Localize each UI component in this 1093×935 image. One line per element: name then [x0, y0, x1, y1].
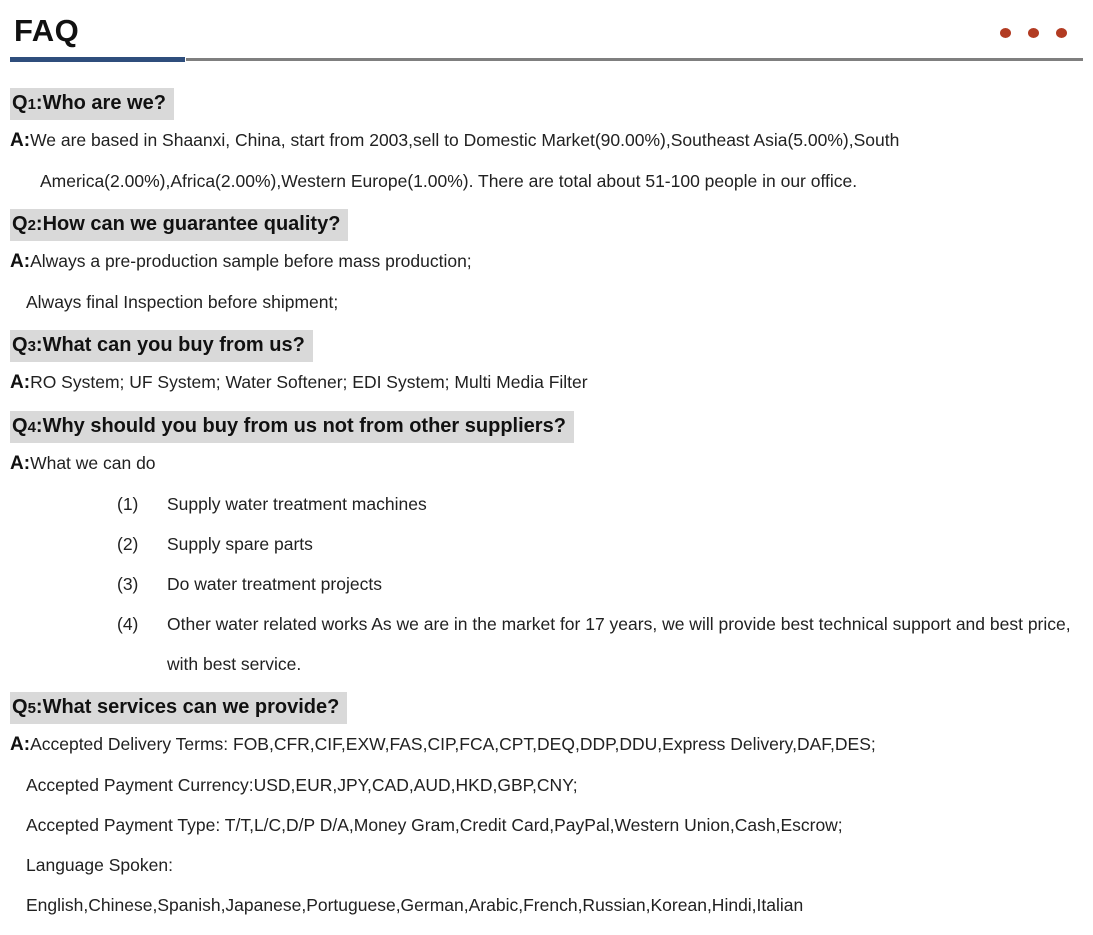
question-label: Q — [12, 213, 28, 235]
question-text: :How can we guarantee quality? — [35, 213, 341, 235]
faq-section-q1 — [10, 88, 1083, 201]
faq-section-q2 — [10, 209, 1083, 322]
question-highlight — [10, 330, 313, 362]
list-item-marker: (1) — [117, 494, 139, 514]
faq-section-q4 — [10, 411, 1083, 684]
list-item-text: Supply water treatment machines — [167, 494, 427, 514]
title-underline — [10, 56, 1083, 62]
answer-line: Language Spoken: — [26, 855, 173, 875]
title-underline-accent — [10, 57, 185, 62]
answer-prefix: A: — [10, 453, 31, 474]
answer-paragraph-q5 — [10, 724, 1083, 765]
answer-prefix: A: — [10, 251, 31, 272]
answer-paragraph-q3 — [10, 362, 1083, 403]
page-header — [10, 12, 1083, 62]
question-number: 3 — [27, 338, 36, 355]
question-highlight — [10, 88, 174, 120]
answer-prefix: A: — [10, 372, 31, 393]
question-heading-q4 — [10, 411, 1083, 443]
question-heading-q1 — [10, 88, 1083, 120]
question-label: Q — [12, 92, 28, 114]
capabilities-list — [10, 484, 1083, 684]
answer-text: What we can do — [30, 453, 156, 473]
question-heading-q2 — [10, 209, 1083, 241]
title-underline-rest — [186, 58, 1083, 61]
list-item-marker: (2) — [117, 534, 139, 554]
answer-line: Accepted Payment Type: T/T,L/C,D/P D/A,Money Gram,Credit Card,PayPal,Western Union,Cash,Escrow; — [26, 815, 843, 835]
answer-text: We are based in Shaanxi, China, start from 2003,sell to Domestic Market(90.00%),Southeast Asia(5.00%),South America(2.00%),Africa(2.00%),Western Europe(1.00%). There are total about 51-100 people in our office. — [30, 130, 900, 191]
answer-text: Always a pre-production sample before mass production; — [30, 251, 472, 271]
question-text: :Who are we? — [35, 92, 166, 114]
list-item-marker: (3) — [117, 574, 139, 594]
question-text: :What services can we provide? — [35, 696, 340, 718]
list-item-text: Supply spare parts — [167, 534, 313, 554]
answer-paragraph-q2 — [10, 241, 1083, 282]
question-text: :What can you buy from us? — [35, 334, 305, 356]
dot-icon — [1000, 28, 1011, 38]
list-item-text: Other water related works As we are in the market for 17 years, we will provide best technical support and best price, with best service. — [167, 614, 1071, 674]
question-number: 5 — [27, 700, 36, 717]
answer-text: RO System; UF System; Water Softener; EDI System; Multi Media Filter — [30, 372, 588, 392]
answer-text: Accepted Delivery Terms: FOB,CFR,CIF,EXW,FAS,CIP,FCA,CPT,DEQ,DDP,DDU,Express Delivery,DAF,DES; — [30, 734, 876, 754]
answer-prefix: A: — [10, 734, 31, 755]
question-highlight — [10, 209, 348, 241]
question-text: :Why should you buy from us not from other suppliers? — [35, 415, 566, 437]
ellipsis-menu[interactable] — [1000, 28, 1067, 38]
question-label: Q — [12, 415, 28, 437]
question-label: Q — [12, 334, 28, 356]
list-item-marker: (4) — [117, 614, 139, 634]
answer-line: English,Chinese,Spanish,Japanese,Portuguese,German,Arabic,French,Russian,Korean,Hindi,Italian — [26, 895, 804, 915]
list-item — [10, 484, 1083, 524]
list-item — [10, 564, 1083, 604]
dot-icon — [1056, 28, 1067, 38]
answer-paragraph-q1 — [10, 120, 1083, 201]
answer-prefix: A: — [10, 130, 31, 151]
list-item-text: Do water treatment projects — [167, 574, 382, 594]
question-heading-q3 — [10, 330, 1083, 362]
faq-section-q3 — [10, 330, 1083, 403]
answer-paragraph-q4 — [10, 443, 1083, 484]
answer-line: Accepted Payment Currency:USD,EUR,JPY,CAD,AUD,HKD,GBP,CNY; — [26, 775, 578, 795]
faq-section-q5 — [10, 692, 1083, 925]
question-highlight — [10, 411, 574, 443]
list-item — [10, 524, 1083, 564]
question-highlight — [10, 692, 347, 724]
answer-line: Always final Inspection before shipment; — [26, 292, 339, 312]
list-item — [10, 604, 1083, 684]
question-heading-q5 — [10, 692, 1083, 724]
question-number: 1 — [27, 96, 36, 113]
page-title: FAQ — [14, 13, 80, 48]
dot-icon — [1028, 28, 1039, 38]
question-number: 4 — [27, 419, 36, 436]
question-number: 2 — [27, 217, 36, 234]
question-label: Q — [12, 696, 28, 718]
